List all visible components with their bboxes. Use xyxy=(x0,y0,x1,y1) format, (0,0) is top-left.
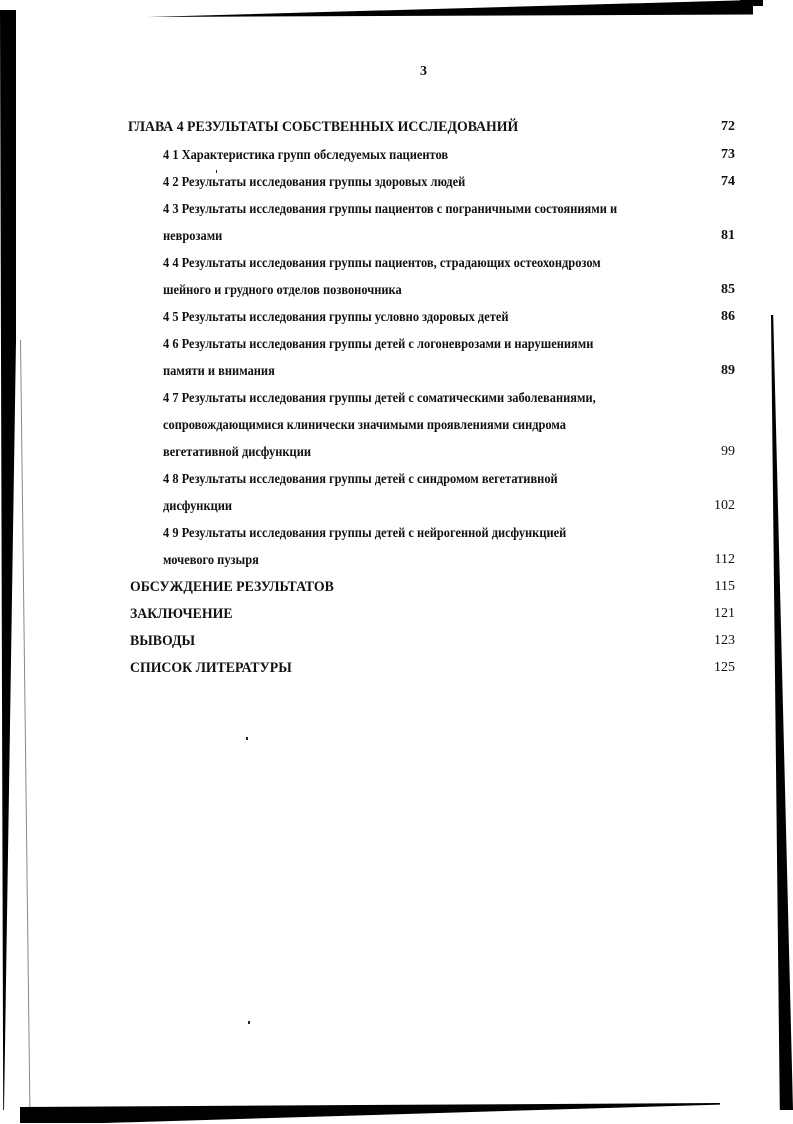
page-number: 3 xyxy=(420,64,427,79)
toc-references: СПИСОК ЛИТЕРАТУРЫ xyxy=(130,660,292,676)
scan-border-top-right xyxy=(740,0,763,6)
toc-findings-page: 123 xyxy=(714,633,735,648)
toc-section-4-9-page: 112 xyxy=(714,552,735,567)
toc-conclusion: ЗАКЛЮЧЕНИЕ xyxy=(130,606,233,622)
toc-section-4-9-cont: мочевого пузыря xyxy=(163,552,259,567)
toc-section-4-4: 4 4 Результаты исследования группы пациентов, страдающих остеохондрозом xyxy=(163,255,601,270)
toc-section-4-7-cont: сопровождающимися клинически значимыми проявлениями синдрома xyxy=(163,417,567,432)
toc-chapter-title: ГЛАВА 4 РЕЗУЛЬТАТЫ СОБСТВЕННЫХ ИССЛЕДОВАНИЙ xyxy=(128,119,519,135)
scan-border-top xyxy=(148,0,753,17)
toc-section-4-5: 4 5 Результаты исследования группы условно здоровых детей xyxy=(163,309,509,324)
toc-chapter-page: 72 xyxy=(721,119,735,134)
toc-section-4-9: 4 9 Результаты исследования группы детей с нейрогенной дисфункцией xyxy=(163,525,567,540)
toc-references-page: 125 xyxy=(714,660,735,675)
toc-section-4-8-page: 102 xyxy=(714,498,735,513)
toc-section-4-4-cont: шейного и грудного отделов позвоночника xyxy=(163,282,402,297)
toc-section-4-6: 4 6 Результаты исследования группы детей с логоневрозами и нарушениями xyxy=(163,336,594,351)
scan-border-bottom xyxy=(20,1103,720,1123)
toc-section-4-6-cont: памяти и внимания xyxy=(163,363,275,378)
toc-section-4-5-page: 86 xyxy=(721,309,735,324)
toc-section-4-8: 4 8 Результаты исследования группы детей с синдромом вегетативной xyxy=(163,471,558,486)
toc-discussion: ОБСУЖДЕНИЕ РЕЗУЛЬТАТОВ xyxy=(130,579,334,595)
toc-conclusion-page: 121 xyxy=(714,606,735,621)
toc-section-4-8-cont: дисфункции xyxy=(163,498,233,513)
toc-section-4-7: 4 7 Результаты исследования группы детей с соматическими заболеваниями, xyxy=(163,390,596,405)
toc-discussion-page: 115 xyxy=(714,579,735,594)
toc-section-4-3-cont: неврозами xyxy=(163,228,223,243)
toc-section-4-1: 4 1 Характеристика групп обследуемых пациентов xyxy=(163,147,449,162)
toc-section-4-6-page: 89 xyxy=(721,363,735,378)
scan-speck xyxy=(246,737,248,740)
toc-section-4-2-page: 74 xyxy=(721,174,735,189)
toc-findings: ВЫВОДЫ xyxy=(130,633,196,649)
toc-section-4-1-page: 73 xyxy=(721,147,735,162)
scan-edge-left xyxy=(20,340,30,1110)
scan-border-right xyxy=(771,315,793,1110)
toc-section-4-4-page: 85 xyxy=(721,282,735,297)
scan-speck xyxy=(248,1021,250,1024)
toc-section-4-3: 4 3 Результаты исследования группы пациентов с пограничными состояниями и xyxy=(163,201,618,216)
toc-section-4-3-page: 81 xyxy=(721,228,735,243)
toc-section-4-7-cont2: вегетативной дисфункции xyxy=(163,444,312,459)
toc-section-4-2: 4 2 Результаты исследования группы здоровых людей xyxy=(163,174,466,189)
scan-border-left xyxy=(0,10,16,1110)
toc-section-4-7-page: 99 xyxy=(721,444,735,459)
